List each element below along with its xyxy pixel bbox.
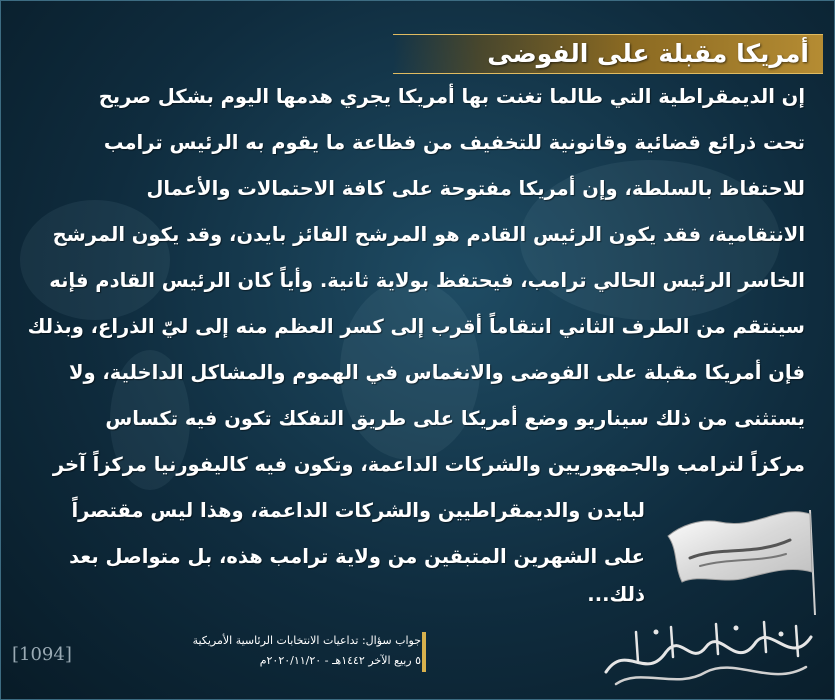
body-line: ذلك...: [587, 583, 645, 606]
page-title: أمريكا مقبلة على الفوضى: [487, 39, 809, 68]
body-line: سينتقم من الطرف الثاني انتقاماً أقرب إلى كسر العظم منه إلى ليّ الذراع، وبذلك: [27, 315, 805, 338]
footer-date: ٥ ربيع الآخر ١٤٤٢هـ - ٢٠٢٠/١١/٢٠م: [259, 654, 421, 667]
body-line: الخاسر الرئيس الحالي ترامب، فيحتفظ بولاية ثانية. وأياً كان الرئيس القادم فإنه: [49, 269, 805, 292]
reference-number: [1094]: [12, 644, 72, 665]
body-line: على الشهرين المتبقين من ولاية ترامب هذه، بل متواصل بعد: [69, 545, 645, 568]
body-line: يستثنى من ذلك سيناريو وضع أمريكا على طريق التفكك تكون فيه تكساس: [105, 407, 805, 430]
body-line: مركزاً لترامب والجمهوريين والشركات الداعمة، وتكون فيه كاليفورنيا مركزاً آخر: [52, 453, 805, 476]
footer-divider: [422, 632, 426, 672]
body-line: تحت ذرائع قضائية وقانونية للتخفيف من فظاعة ما يقوم به الرئيس ترامب: [103, 131, 805, 154]
body-line: الانتقامية، فقد يكون الرئيس القادم هو المرشح الفائز بايدن، وقد يكون المرشح: [52, 223, 805, 246]
footer-source: جواب سؤال: تداعيات الانتخابات الرئاسية الأمريكية: [192, 634, 421, 647]
body-line: لبايدن والديمقراطيين والشركات الداعمة، وهذا ليس مقتصراً: [71, 499, 645, 522]
map-shape-america: [20, 200, 170, 320]
flag-icon: [660, 500, 820, 620]
body-line: فإن أمريكا مقبلة على الفوضى والانغماس في الهموم والمشاكل الداخلية، ولا: [68, 361, 805, 384]
body-line: للاحتفاظ بالسلطة، وإن أمريكا مفتوحة على كافة الاحتمالات والأعمال: [146, 177, 805, 200]
body-line: إن الديمقراطية التي طالما تغنت بها أمريكا يجري هدمها اليوم بشكل صريح: [98, 85, 805, 108]
title-bar: [393, 34, 823, 74]
calligraphy-logo-icon: [596, 612, 821, 694]
